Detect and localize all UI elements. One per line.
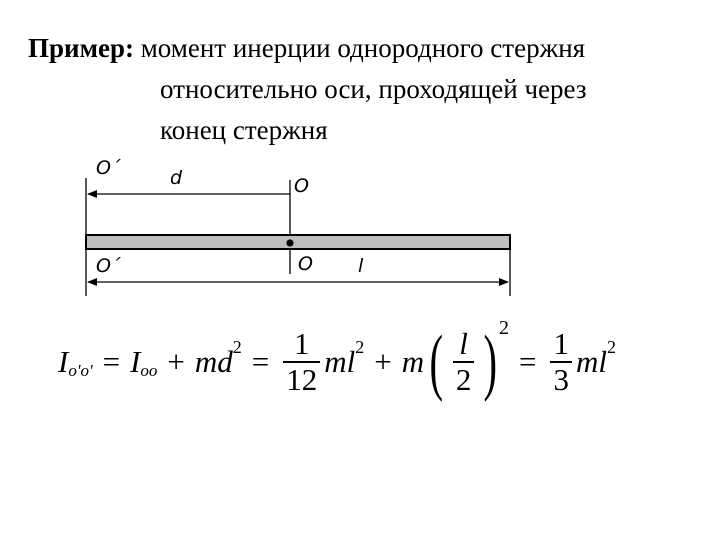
fraction-one-third [550, 327, 572, 397]
formula-eq-3: = [518, 344, 537, 379]
formula-md: md [194, 344, 233, 379]
paren-right: ) [483, 321, 498, 403]
paren-left: ( [429, 321, 444, 403]
steiner-formula [58, 312, 616, 412]
formula-lhs-sub: o'o' [68, 361, 93, 380]
label-o-prime-top: O´ [96, 157, 121, 179]
formula-ml-2-exp: 2 [606, 336, 616, 357]
label-l: l [358, 255, 364, 277]
fraction-2-numerator: l [459, 326, 468, 361]
label-o-top: O [294, 175, 309, 197]
label-o-prime-bottom: O´ [96, 255, 121, 277]
title-line-2: относительно оси, проходящей через [160, 74, 587, 104]
formula-m: m [401, 344, 425, 379]
rod [86, 235, 510, 249]
fraction-1-numerator: 1 [294, 326, 310, 361]
fraction-l-half [453, 327, 475, 397]
center-of-mass-dot [286, 239, 293, 246]
fraction-one-twelfth [283, 327, 320, 397]
label-d: d [170, 167, 183, 189]
paren-exp: 2 [498, 316, 509, 339]
fraction-1-denominator: 12 [283, 361, 320, 397]
formula-lhs-i: I [58, 344, 69, 379]
formula-eq-2: = [251, 344, 270, 379]
formula-eq-1: = [102, 344, 121, 379]
fraction-2-denominator: 2 [453, 361, 475, 397]
formula-plus-2: + [374, 344, 392, 379]
label-o-bottom: O [298, 253, 313, 275]
formula-ioo-i: I [130, 344, 141, 379]
formula-ioo-sub: oo [140, 361, 158, 380]
formula-ml-2: ml [575, 344, 607, 379]
example-label: Пример: [28, 33, 134, 63]
title-text-1: момент инерции однородного стержня [133, 33, 586, 63]
formula-md-exp: 2 [232, 336, 242, 357]
title-line-3: конец стержня [160, 115, 328, 145]
fraction-3-numerator: 1 [553, 326, 569, 361]
formula-plus-1: + [167, 344, 185, 379]
formula-ml-1-exp: 2 [355, 336, 365, 357]
formula-ml-1: ml [324, 344, 356, 379]
fraction-3-denominator: 3 [550, 361, 572, 397]
